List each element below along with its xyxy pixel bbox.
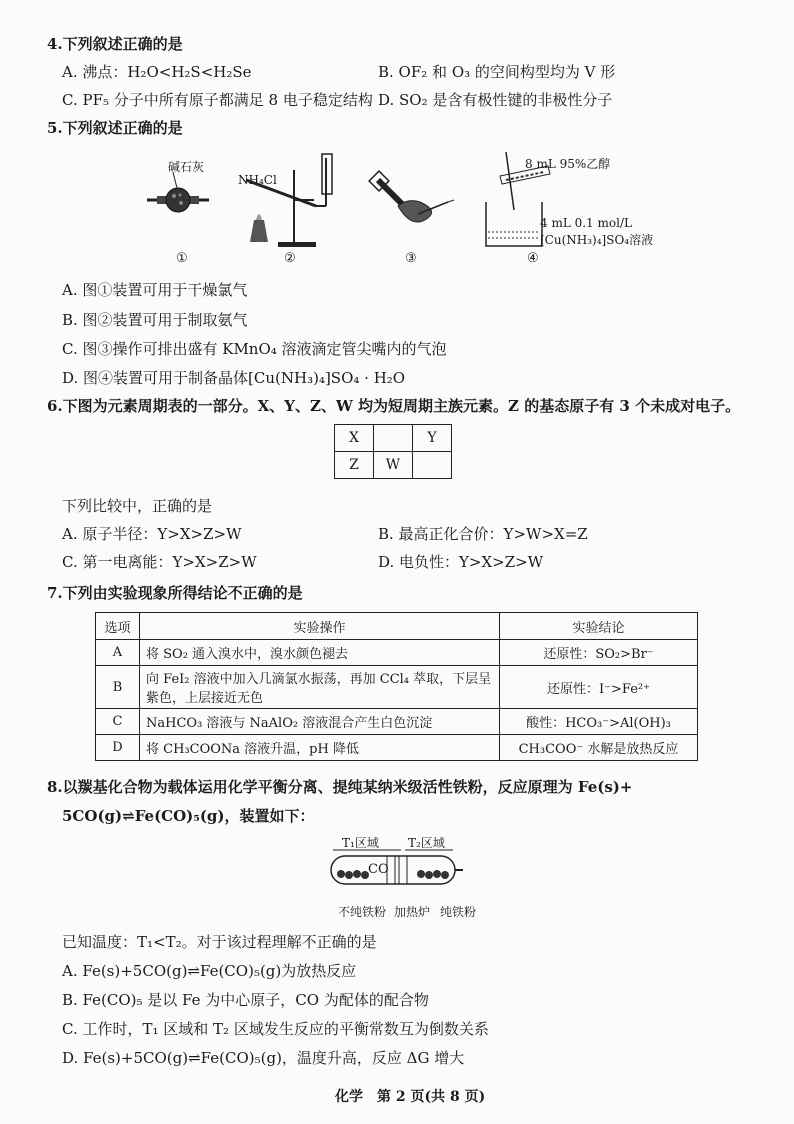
q8-option-a: A. Fe(s)+5CO(g)⇌Fe(CO)₅(g)为放热反应: [62, 962, 357, 980]
fig2-label: NH₄Cl: [238, 173, 277, 187]
fig1-label: 碱石灰: [168, 160, 205, 174]
table-header-row: [96, 613, 698, 640]
q4-option-a: A. 沸点：H₂O<H₂S<H₂Se: [62, 63, 252, 81]
row-operation: 将 SO₂ 通入溴水中，溴水颜色褪去: [140, 640, 500, 666]
row-option: D: [96, 735, 140, 761]
q8-subquestion: 已知温度：T₁<T₂。对于该过程理解不正确的是: [62, 933, 377, 951]
grid-cell: X: [335, 425, 374, 452]
q7-stem: 7.下列由实验现象所得结论不正确的是: [47, 584, 303, 602]
periodic-table-fragment: [334, 424, 452, 479]
fig8-pure-label: 纯铁粉: [440, 905, 477, 919]
q5-option-a: A. 图①装置可用于干燥氯气: [62, 281, 248, 299]
q4-option-b: B. OF₂ 和 O₃ 的空间构型均为 V 形: [378, 63, 616, 81]
q5-option-c: C. 图③操作可排出盛有 KMnO₄ 溶液滴定管尖嘴内的气泡: [62, 340, 447, 358]
q8-option-c: C. 工作时，T₁ 区域和 T₂ 区域发生反应的平衡常数互为倒数关系: [62, 1020, 489, 1038]
fig1-number: ①: [176, 251, 188, 266]
row-operation: 将 CH₃COONa 溶液升温，pH 降低: [140, 735, 500, 761]
q6-option-d: D. 电负性：Y>X>Z>W: [378, 553, 544, 571]
fig8-furnace-label: 加热炉: [394, 905, 431, 919]
q5-option-b: B. 图②装置可用于制取氨气: [62, 311, 248, 329]
fig4-number: ④: [527, 251, 539, 266]
fig8-t1-label: T₁区域: [342, 836, 379, 850]
header-operation: 实验操作: [140, 613, 500, 640]
row-option: A: [96, 640, 140, 666]
table-row: [96, 666, 698, 709]
fig8-tube-apparatus: [325, 848, 465, 898]
q4-option-d: D. SO₂ 是含有极性键的非极性分子: [378, 91, 613, 109]
row-option: B: [96, 666, 140, 709]
row-operation: NaHCO₃ 溶液与 NaAlO₂ 溶液混合产生白色沉淀: [140, 709, 500, 735]
q6-stem: 6.下图为元素周期表的一部分。X、Y、Z、W 均为短周期主族元素。Z 的基态原子有 3 个未成对电子。: [47, 397, 741, 415]
q4-stem: 4.下列叙述正确的是: [47, 35, 183, 53]
row-conclusion: 还原性：I⁻>Fe²⁺: [500, 666, 698, 709]
fig8-t2-label: T₂区域: [408, 836, 445, 850]
fig4-label-solution: [Cu(NH₃)₄]SO₄溶液: [540, 233, 654, 247]
q4-option-c: C. PF₅ 分子中所有原子都满足 8 电子稳定结构: [62, 91, 373, 109]
page-footer: 化学 第 2 页(共 8 页): [335, 1089, 486, 1105]
q6-option-b: B. 最高正化合价：Y>W>X=Z: [378, 525, 588, 543]
header-option: 选项: [96, 613, 140, 640]
fig8-co-label: CO: [368, 862, 389, 877]
fig4-label-ethanol: 8 mL 95%乙醇: [525, 157, 611, 171]
grid-cell: Y: [413, 425, 452, 452]
header-conclusion: 实验结论: [500, 613, 698, 640]
q8-option-d: D. Fe(s)+5CO(g)⇌Fe(CO)₅(g)，温度升高，反应 ΔG 增大: [62, 1049, 465, 1067]
q8-stem-line2: 5CO(g)⇌Fe(CO)₅(g)，装置如下：: [62, 807, 315, 825]
fig3-number: ③: [405, 251, 417, 266]
grid-cell: Z: [335, 452, 374, 479]
fig8-impure-label: 不纯铁粉: [338, 905, 387, 919]
q5-stem: 5.下列叙述正确的是: [47, 119, 183, 137]
table-row: [96, 709, 698, 735]
experiment-table: [95, 612, 698, 761]
grid-cell: W: [374, 452, 413, 479]
grid-cell: [413, 452, 452, 479]
q8-stem-line1: 8.以羰基化合物为载体运用化学平衡分离、提纯某纳米级活性铁粉，反应原理为 Fe(s)+: [47, 778, 633, 796]
row-conclusion: 酸性：HCO₃⁻>Al(OH)₃: [500, 709, 698, 735]
fig3-burette: [368, 170, 458, 240]
table-row: [96, 640, 698, 666]
grid-cell: [374, 425, 413, 452]
row-option: C: [96, 709, 140, 735]
fig4-label-conc: 4 mL 0.1 mol/L: [540, 216, 632, 230]
row-conclusion: CH₃COO⁻ 水解是放热反应: [500, 735, 698, 761]
q6-subquestion: 下列比较中，正确的是: [62, 497, 213, 515]
fig2-number: ②: [284, 251, 296, 266]
q6-option-a: A. 原子半径：Y>X>Z>W: [62, 525, 242, 543]
fig2-apparatus: [236, 150, 346, 250]
fig1-drying-tube: [145, 172, 215, 222]
row-operation: 向 FeI₂ 溶液中加入几滴氯水振荡，再加 CCl₄ 萃取，下层呈紫色，上层接近无色: [140, 666, 500, 709]
q8-option-b: B. Fe(CO)₅ 是以 Fe 为中心原子，CO 为配体的配合物: [62, 991, 429, 1009]
row-conclusion: 还原性：SO₂>Br⁻: [500, 640, 698, 666]
q5-option-d: D. 图④装置可用于制备晶体[Cu(NH₃)₄]SO₄ · H₂O: [62, 369, 406, 387]
q6-option-c: C. 第一电离能：Y>X>Z>W: [62, 553, 257, 571]
table-row: [96, 735, 698, 761]
